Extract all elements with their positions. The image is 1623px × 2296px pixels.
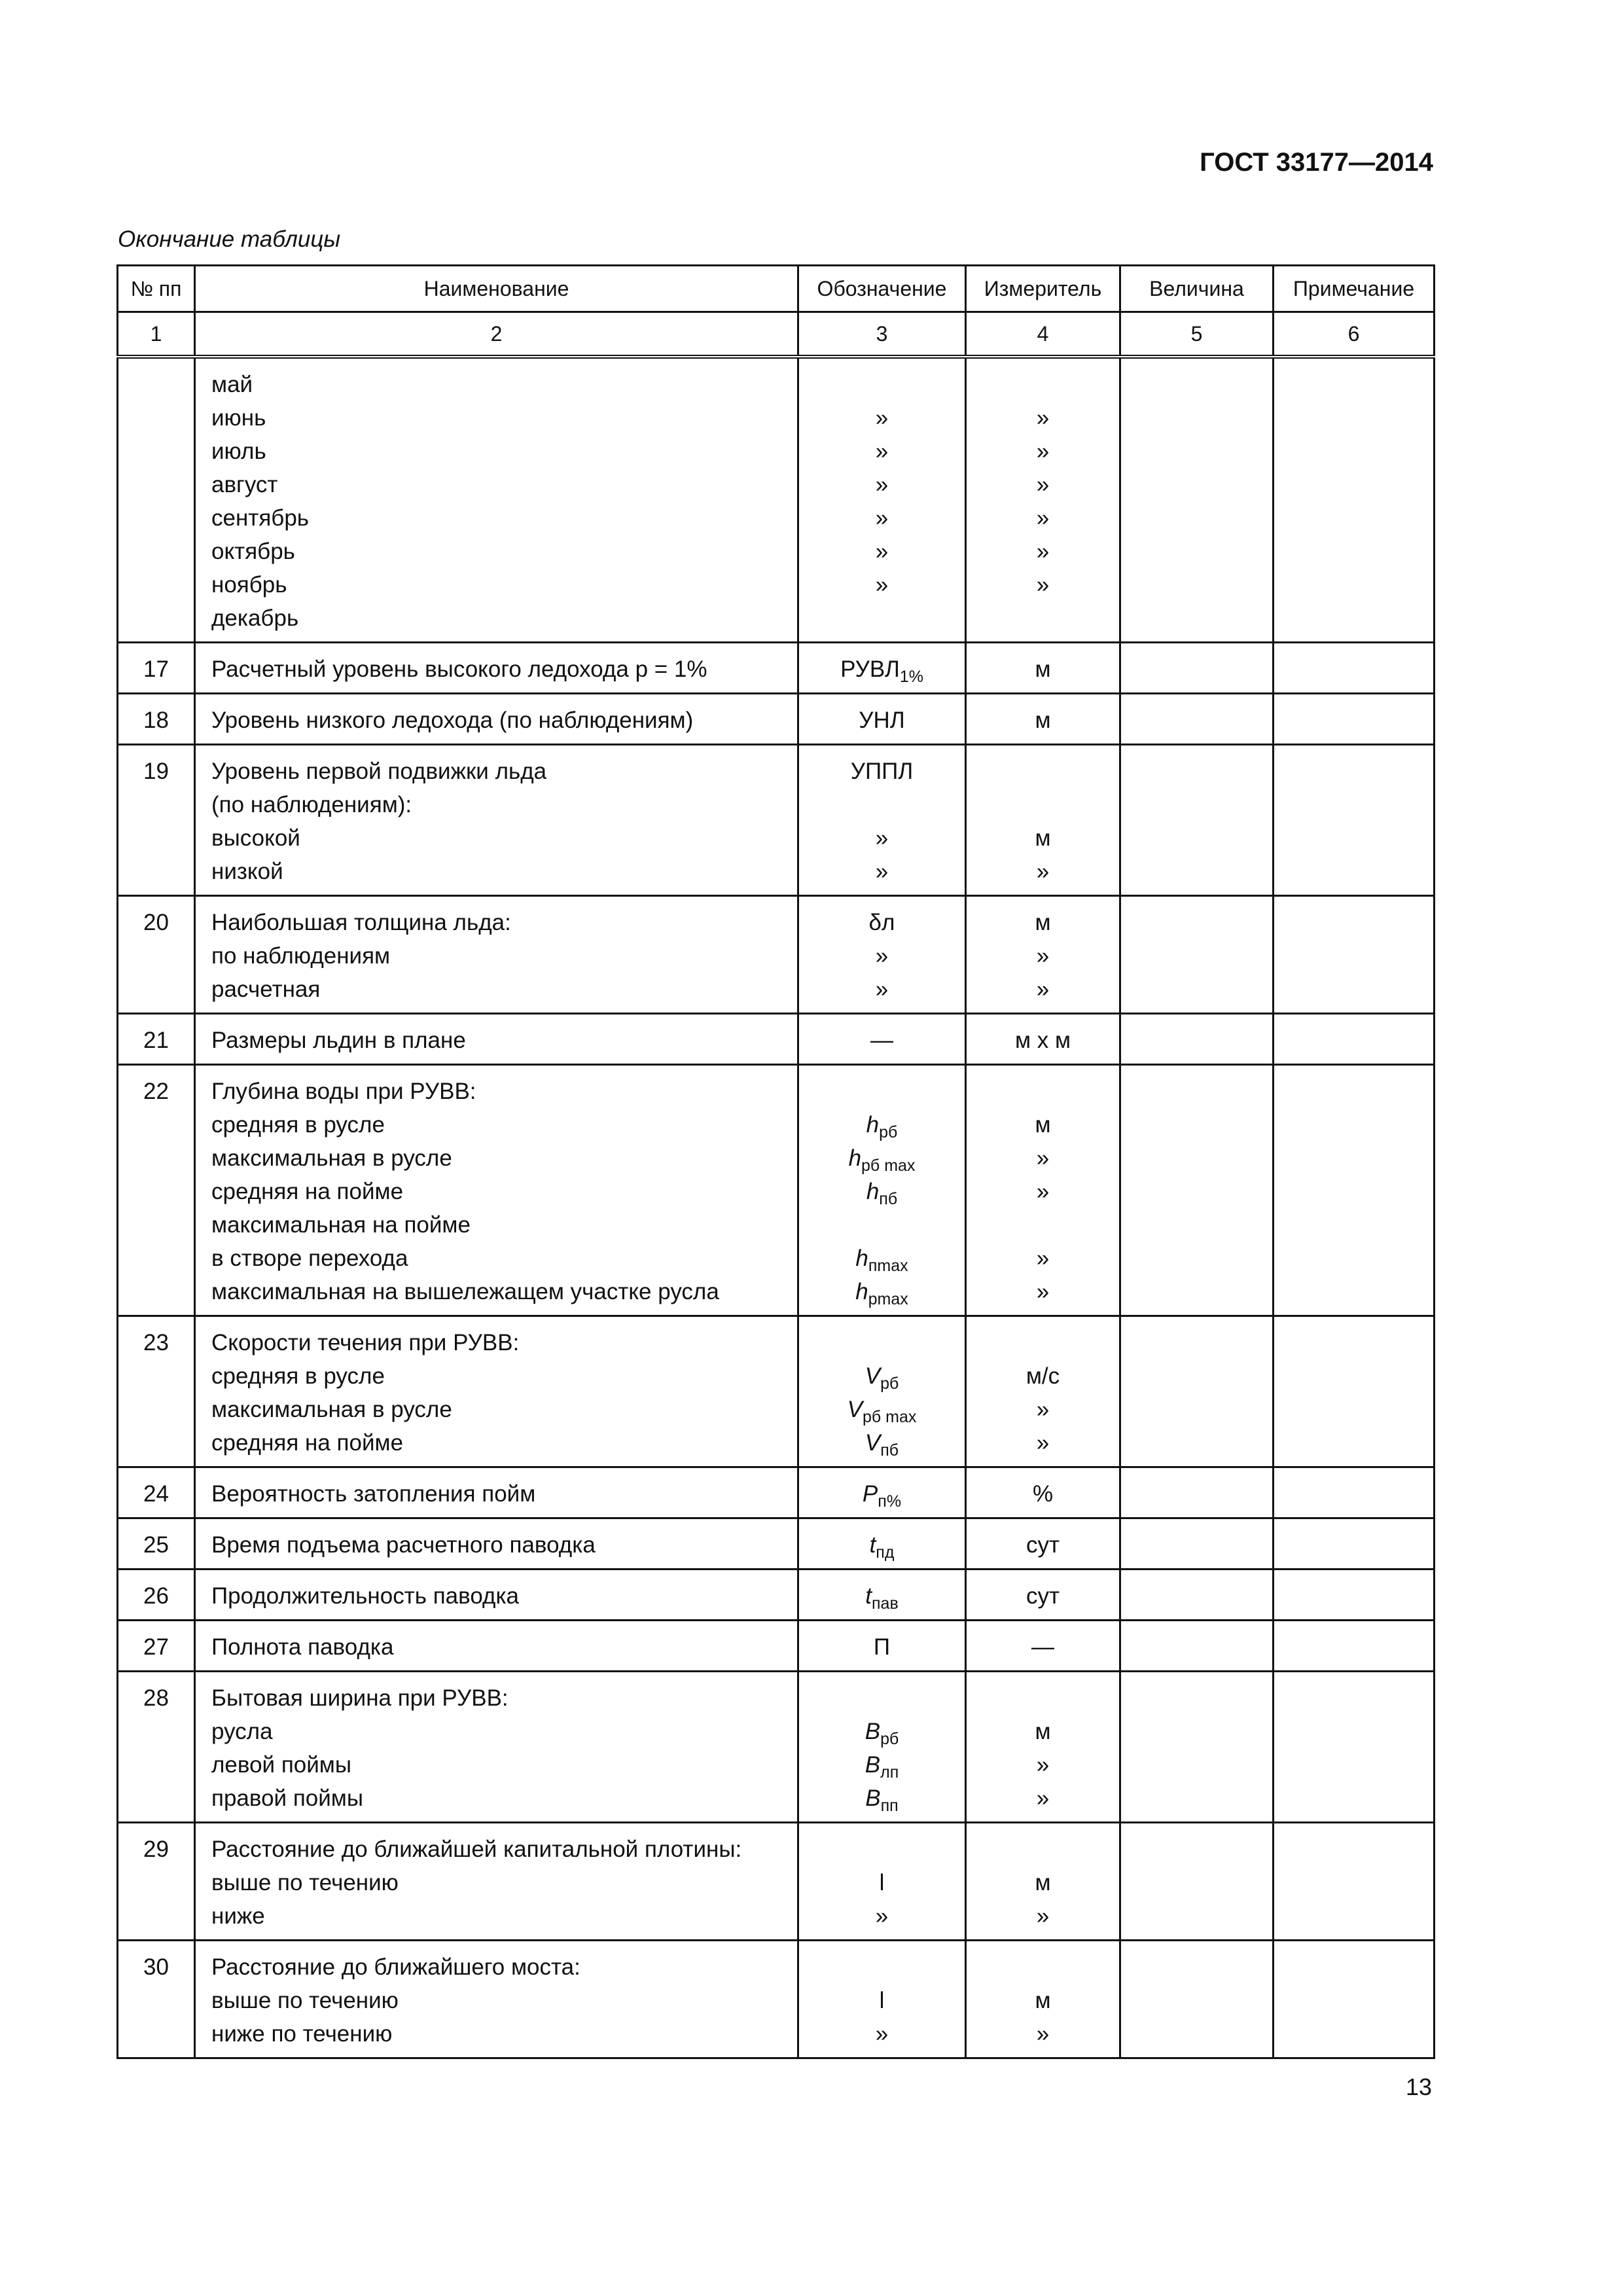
symbol-line (799, 788, 965, 821)
symbol-cell (798, 643, 966, 694)
row-number (118, 357, 195, 643)
unit-line: % (1032, 1481, 1054, 1507)
unit-line: » (1036, 1752, 1050, 1778)
table-row (118, 1518, 1435, 1570)
symbol-main: РУВЛ (840, 656, 900, 682)
parameter-name-cell (195, 1941, 798, 2058)
parameter-name-line: (по наблюдениям): (211, 792, 412, 817)
parameter-name-line: Скорости течения при РУВВ: (211, 1330, 520, 1355)
parameter-name-cell (195, 357, 798, 643)
unit-cell (966, 1518, 1120, 1570)
symbol-cell (798, 1672, 966, 1823)
column-number: 5 (1120, 312, 1274, 357)
unit-cell (966, 1065, 1120, 1316)
symbol-line: » (875, 405, 889, 431)
parameter-name-line: Время подъема расчетного паводка (211, 1532, 596, 1558)
symbol-main: h (855, 1246, 868, 1271)
column-header: № пп (118, 266, 195, 312)
unit-line (967, 788, 1119, 821)
symbol-cell (798, 896, 966, 1014)
symbol-line (799, 1275, 965, 1308)
parameter-name-line: максимальная на пойме (211, 1212, 471, 1238)
symbol-cell (798, 1941, 966, 2058)
symbol-line (799, 1426, 965, 1460)
table-row (118, 1316, 1435, 1467)
symbol-cell (798, 1065, 966, 1316)
value-cell (1120, 643, 1274, 694)
symbol-main: h (866, 1112, 880, 1138)
table-row (118, 1014, 1435, 1065)
table-row (118, 357, 1435, 643)
symbol-main: V (847, 1397, 863, 1422)
parameter-name-line: ниже (211, 1903, 265, 1929)
unit-cell (966, 896, 1120, 1014)
symbol-line (799, 653, 965, 686)
symbol-line (799, 1833, 965, 1866)
unit-line: » (1036, 2021, 1050, 2047)
symbol-subscript: рmax (868, 1290, 908, 1308)
symbol-subscript: рб max (861, 1157, 916, 1175)
unit-line: » (1036, 1430, 1050, 1456)
unit-line: » (1036, 943, 1050, 969)
parameter-name-cell (195, 1065, 798, 1316)
unit-line: » (1036, 1397, 1050, 1422)
table-row (118, 1621, 1435, 1672)
row-number: 29 (118, 1823, 195, 1941)
parameter-name-cell (195, 1518, 798, 1570)
parameter-name-cell (195, 896, 798, 1014)
parameter-name-line: Расстояние до ближайшего моста: (211, 1954, 580, 1980)
parameter-name-line: по наблюдениям (211, 943, 391, 969)
symbol-subscript: рб max (862, 1408, 917, 1426)
table-header-row (118, 266, 1435, 312)
unit-line (967, 1833, 1119, 1866)
value-cell (1120, 896, 1274, 1014)
symbol-line: » (875, 472, 889, 497)
parameter-name-line: август (211, 472, 278, 497)
unit-cell (966, 1467, 1120, 1518)
row-number: 28 (118, 1672, 195, 1823)
parameter-name-line: средняя на пойме (211, 1179, 404, 1204)
row-number: 19 (118, 745, 195, 896)
value-cell (1120, 1941, 1274, 2058)
note-cell (1274, 1014, 1435, 1065)
value-cell (1120, 1014, 1274, 1065)
symbol-line: » (875, 943, 889, 969)
unit-line (967, 1950, 1119, 1984)
symbol-line: δл (868, 910, 895, 935)
unit-line: м (1035, 708, 1051, 733)
symbol-line: — (870, 1028, 893, 1053)
symbol-line: » (875, 977, 889, 1002)
table-row (118, 1467, 1435, 1518)
parameter-name-line: Полнота паводка (211, 1634, 394, 1660)
note-cell (1274, 643, 1435, 694)
unit-line: » (1036, 859, 1050, 884)
symbol-subscript: 1% (899, 668, 923, 686)
parameter-name-line: май (211, 372, 253, 397)
parameter-name-line: Уровень первой подвижки льда (211, 759, 547, 784)
symbol-line (799, 1477, 965, 1511)
unit-cell (966, 694, 1120, 745)
table-row (118, 1570, 1435, 1621)
value-cell (1120, 357, 1274, 643)
column-number: 6 (1274, 312, 1435, 357)
symbol-line (799, 1242, 965, 1275)
table-caption: Окончание таблицы (118, 226, 341, 252)
value-cell (1120, 1570, 1274, 1621)
note-cell (1274, 357, 1435, 643)
unit-line (967, 601, 1119, 635)
parameter-name-line: Наибольшая толщина льда: (211, 910, 511, 935)
unit-line (967, 1326, 1119, 1359)
parameter-name-cell (195, 1570, 798, 1621)
value-cell (1120, 1672, 1274, 1823)
unit-line: м (1035, 825, 1051, 851)
parameters-table (116, 264, 1435, 2059)
note-cell (1274, 745, 1435, 896)
symbol-cell (798, 745, 966, 896)
symbol-main: h (866, 1179, 880, 1204)
symbol-main: V (865, 1430, 881, 1456)
symbol-cell (798, 1467, 966, 1518)
row-number: 20 (118, 896, 195, 1014)
parameter-name-line: максимальная на вышележащем участке русла (211, 1279, 719, 1304)
symbol-line: » (875, 859, 889, 884)
column-header: Обозначение (798, 266, 966, 312)
unit-line: м (1035, 910, 1051, 935)
parameter-name-line: левой поймы (211, 1752, 352, 1778)
parameter-name-line: низкой (211, 859, 283, 884)
unit-line: » (1036, 472, 1050, 497)
symbol-subscript: пп (880, 1797, 899, 1815)
document-standard-number: ГОСТ 33177—2014 (1200, 148, 1433, 177)
parameter-name-line: правой поймы (211, 1785, 364, 1811)
note-cell (1274, 1570, 1435, 1621)
symbol-main: t (869, 1532, 876, 1558)
symbol-line (799, 1075, 965, 1108)
parameter-name-line: высокой (211, 825, 300, 851)
unit-line: » (1036, 572, 1050, 598)
symbol-subscript: п% (878, 1492, 902, 1511)
symbol-subscript: рб (880, 1374, 899, 1393)
symbol-line (799, 1579, 965, 1613)
symbol-line (799, 1528, 965, 1562)
unit-line: м (1035, 1719, 1051, 1744)
note-cell (1274, 1941, 1435, 2058)
row-number: 24 (118, 1467, 195, 1518)
symbol-main: P (862, 1481, 878, 1507)
unit-line: сут (1026, 1583, 1060, 1609)
table-row (118, 643, 1435, 694)
value-cell (1120, 1823, 1274, 1941)
unit-line (967, 755, 1119, 788)
value-cell (1120, 745, 1274, 896)
parameter-name-cell (195, 1467, 798, 1518)
unit-cell (966, 745, 1120, 896)
symbol-subscript: пб (879, 1190, 898, 1208)
symbol-line (799, 368, 965, 401)
parameter-name-line: Расстояние до ближайшей капитальной плотины: (211, 1837, 742, 1862)
symbol-main: h (848, 1145, 862, 1171)
unit-line: » (1036, 439, 1050, 464)
symbol-line: УНЛ (859, 708, 905, 733)
symbol-line: УППЛ (850, 759, 914, 784)
symbol-line: » (875, 539, 889, 564)
unit-line: м х м (1014, 1028, 1071, 1053)
unit-line: » (1036, 1246, 1050, 1271)
table-row (118, 1672, 1435, 1823)
parameter-name-line: максимальная в русле (211, 1145, 452, 1171)
symbol-line: l (879, 1988, 885, 2013)
unit-line: » (1036, 1785, 1050, 1811)
parameter-name-cell (195, 1014, 798, 1065)
row-number: 25 (118, 1518, 195, 1570)
parameter-name-line: средняя на пойме (211, 1430, 404, 1456)
parameter-name-line: Размеры льдин в плане (211, 1028, 466, 1053)
unit-cell (966, 1316, 1120, 1467)
table-body (118, 357, 1435, 2058)
symbol-main: V (865, 1363, 881, 1389)
parameter-name-cell (195, 1621, 798, 1672)
unit-cell (966, 1823, 1120, 1941)
note-cell (1274, 1467, 1435, 1518)
unit-cell (966, 1621, 1120, 1672)
unit-line: м (1035, 656, 1051, 682)
row-number: 27 (118, 1621, 195, 1672)
row-number: 30 (118, 1941, 195, 2058)
symbol-cell (798, 1518, 966, 1570)
parameter-name-line: октябрь (211, 539, 295, 564)
symbol-line: » (875, 572, 889, 598)
note-cell (1274, 1316, 1435, 1467)
symbol-subscript: пд (876, 1543, 895, 1562)
table-row (118, 694, 1435, 745)
parameter-name-cell (195, 694, 798, 745)
symbol-line (799, 1393, 965, 1426)
symbol-main: B (865, 1785, 881, 1811)
unit-line: м (1035, 1870, 1051, 1895)
parameter-name-line: средняя в русле (211, 1112, 385, 1138)
unit-line: м (1035, 1112, 1051, 1138)
unit-cell (966, 1570, 1120, 1621)
symbol-line (799, 1715, 965, 1748)
value-cell (1120, 1065, 1274, 1316)
note-cell (1274, 1823, 1435, 1941)
symbol-subscript: рб (879, 1123, 898, 1141)
unit-cell (966, 1672, 1120, 1823)
symbol-subscript: лп (880, 1763, 899, 1782)
symbol-line: » (875, 2021, 889, 2047)
table-row (118, 1823, 1435, 1941)
column-number: 3 (798, 312, 966, 357)
unit-line (967, 1208, 1119, 1242)
symbol-line: » (875, 825, 889, 851)
parameter-name-cell (195, 745, 798, 896)
row-number: 17 (118, 643, 195, 694)
symbol-main: B (865, 1752, 881, 1778)
row-number: 18 (118, 694, 195, 745)
parameter-name-line: русла (211, 1719, 273, 1744)
symbol-cell (798, 1823, 966, 1941)
symbol-line: l (879, 1870, 885, 1895)
note-cell (1274, 1065, 1435, 1316)
unit-line: » (1036, 405, 1050, 431)
parameter-name-line: Уровень низкого ледохода (по наблюдениям) (211, 708, 694, 733)
parameter-name-line: Вероятность затопления пойм (211, 1481, 536, 1507)
parameter-name-line: выше по течению (211, 1870, 399, 1895)
note-cell (1274, 1621, 1435, 1672)
table-row (118, 745, 1435, 896)
parameter-name-cell (195, 1823, 798, 1941)
symbol-line (799, 1681, 965, 1715)
note-cell (1274, 1518, 1435, 1570)
unit-line: » (1036, 1179, 1050, 1204)
parameter-name-line: расчетная (211, 977, 321, 1002)
value-cell (1120, 1518, 1274, 1570)
unit-line: » (1036, 977, 1050, 1002)
value-cell (1120, 1467, 1274, 1518)
unit-line (967, 1681, 1119, 1715)
unit-line: » (1036, 539, 1050, 564)
symbol-line (799, 1950, 965, 1984)
parameter-name-line: выше по течению (211, 1988, 399, 2013)
parameter-name-line: сентябрь (211, 505, 310, 531)
column-number-row (118, 312, 1435, 357)
parameter-name-line: Продолжительность паводка (211, 1583, 519, 1609)
parameter-name-line: Глубина воды при РУВВ: (211, 1079, 476, 1104)
symbol-line (799, 1748, 965, 1782)
note-cell (1274, 694, 1435, 745)
symbol-subscript: пав (872, 1594, 899, 1613)
symbol-main: B (865, 1719, 881, 1744)
column-header: Измеритель (966, 266, 1120, 312)
unit-line: сут (1026, 1532, 1060, 1558)
symbol-main: h (855, 1279, 868, 1304)
symbol-line: » (875, 439, 889, 464)
parameter-name-line: декабрь (211, 605, 299, 631)
column-header: Примечание (1274, 266, 1435, 312)
unit-cell (966, 357, 1120, 643)
symbol-line (799, 1208, 965, 1242)
unit-cell (966, 643, 1120, 694)
parameter-name-line: в створе перехода (211, 1246, 408, 1271)
parameter-name-cell (195, 643, 798, 694)
parameter-name-line: Расчетный уровень высокого ледохода p = 1% (211, 656, 707, 682)
unit-line: » (1036, 1903, 1050, 1929)
symbol-line (799, 1108, 965, 1141)
unit-line: — (1031, 1634, 1054, 1660)
unit-line: » (1036, 505, 1050, 531)
symbol-line (799, 1141, 965, 1175)
parameter-name-line: июль (211, 439, 266, 464)
unit-line (967, 368, 1119, 401)
parameter-name-line: средняя в русле (211, 1363, 385, 1389)
value-cell (1120, 1621, 1274, 1672)
symbol-cell (798, 694, 966, 745)
parameter-name-cell (195, 1672, 798, 1823)
symbol-subscript: пmax (868, 1257, 908, 1275)
symbol-line (799, 601, 965, 635)
unit-cell (966, 1014, 1120, 1065)
unit-cell (966, 1941, 1120, 2058)
table-row (118, 1941, 1435, 2058)
page-number: 13 (1405, 2073, 1432, 2100)
row-number: 22 (118, 1065, 195, 1316)
column-header: Наименование (195, 266, 798, 312)
column-number: 1 (118, 312, 195, 357)
table-row (118, 1065, 1435, 1316)
parameter-name-line: максимальная в русле (211, 1397, 452, 1422)
symbol-subscript: пб (880, 1441, 899, 1460)
unit-line: » (1036, 1279, 1050, 1304)
symbol-line (799, 1326, 965, 1359)
table-row (118, 896, 1435, 1014)
column-header: Величина (1120, 266, 1274, 312)
parameter-name-line: ноябрь (211, 572, 287, 598)
column-number: 2 (195, 312, 798, 357)
row-number: 23 (118, 1316, 195, 1467)
parameter-name-line: июнь (211, 405, 266, 431)
symbol-main: t (865, 1583, 872, 1609)
unit-line (967, 1075, 1119, 1108)
symbol-subscript: рб (880, 1730, 899, 1748)
parameter-name-line: ниже по течению (211, 2021, 393, 2047)
note-cell (1274, 896, 1435, 1014)
symbol-line: П (873, 1634, 891, 1660)
symbol-cell (798, 1316, 966, 1467)
symbol-line (799, 1359, 965, 1393)
unit-line: » (1036, 1145, 1050, 1171)
symbol-cell (798, 1621, 966, 1672)
row-number: 26 (118, 1570, 195, 1621)
symbol-cell (798, 1014, 966, 1065)
symbol-line (799, 1175, 965, 1208)
symbol-line (799, 1782, 965, 1815)
symbol-line: » (875, 1903, 889, 1929)
note-cell (1274, 1672, 1435, 1823)
unit-line: м (1035, 1988, 1051, 2013)
symbol-line: » (875, 505, 889, 531)
row-number: 21 (118, 1014, 195, 1065)
unit-line: м/с (1026, 1363, 1060, 1389)
value-cell (1120, 1316, 1274, 1467)
column-number: 4 (966, 312, 1120, 357)
value-cell (1120, 694, 1274, 745)
symbol-cell (798, 357, 966, 643)
parameter-name-cell (195, 1316, 798, 1467)
parameter-name-line: Бытовая ширина при РУВВ: (211, 1685, 508, 1711)
symbol-cell (798, 1570, 966, 1621)
